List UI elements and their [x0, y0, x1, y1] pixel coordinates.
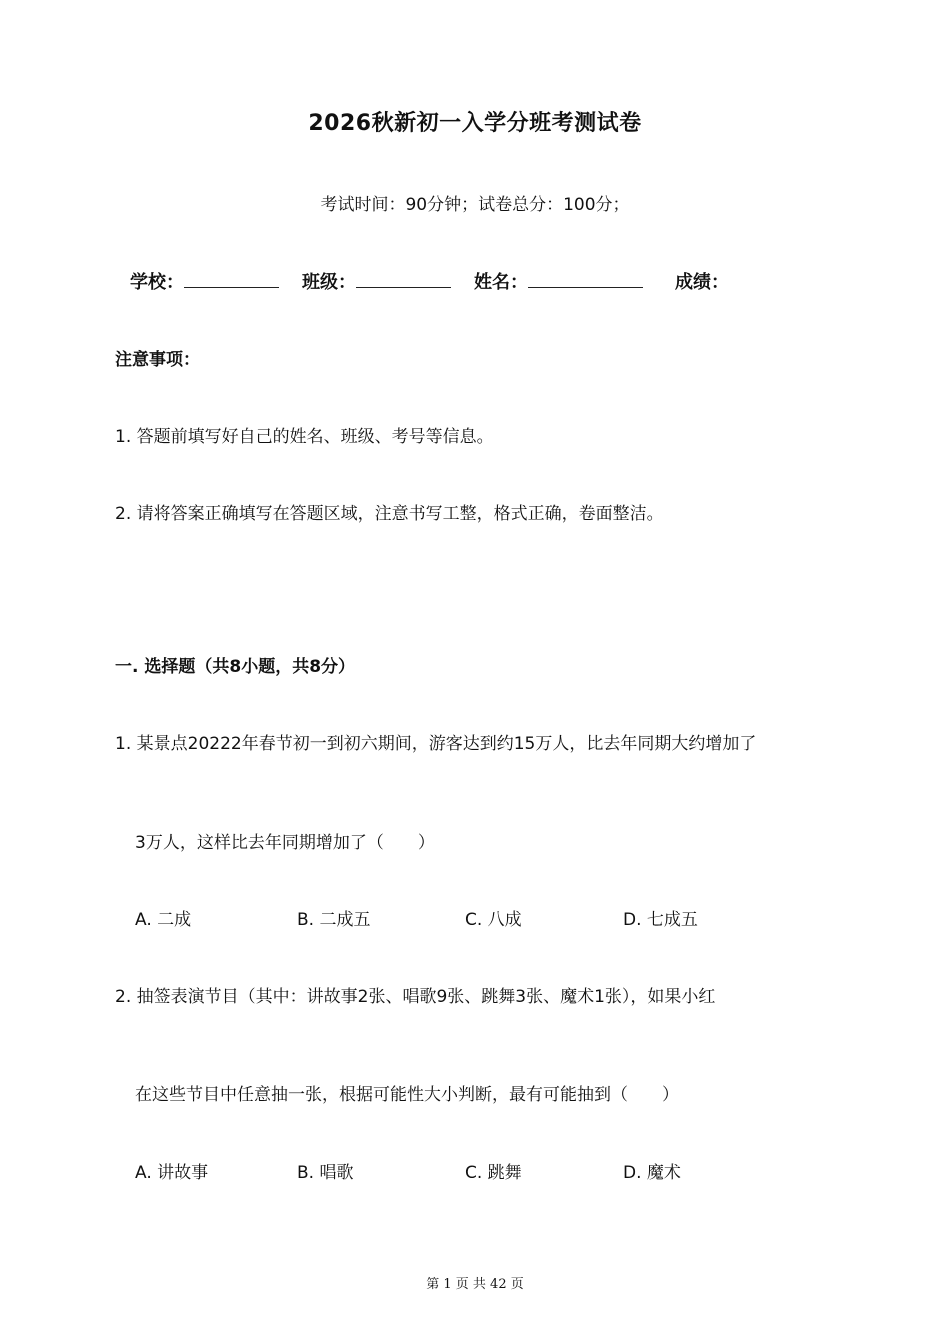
school-blank[interactable] — [184, 269, 279, 288]
notice-item: 1. 答题前填写好自己的姓名、班级、考号等信息。 — [115, 427, 494, 447]
school-field — [130, 268, 279, 294]
class-field — [302, 268, 451, 294]
question-1-option-d[interactable]: D. 七成五 — [623, 910, 698, 930]
question-2-option-b[interactable]: B. 唱歌 — [297, 1163, 354, 1183]
page-number: 第 1 页 共 42 页 — [426, 1277, 524, 1292]
question-2-line-2: 在这些节目中任意抽一张，根据可能性大小判断，最有可能抽到（ ） — [135, 1085, 679, 1105]
question-2-option-a[interactable]: A. 讲故事 — [135, 1163, 209, 1183]
question-1-line-2: 3万人，这样比去年同期增加了（ ） — [135, 833, 435, 853]
class-blank[interactable] — [356, 269, 451, 288]
notice-heading: 注意事项： — [115, 350, 200, 370]
score-label: 成绩： — [675, 272, 729, 293]
school-label: 学校： — [130, 272, 184, 293]
notice-item: 2. 请将答案正确填写在答题区域，注意书写工整，格式正确，卷面整洁。 — [115, 504, 664, 524]
class-label: 班级： — [302, 272, 356, 293]
section-heading: 一. 选择题（共8小题，共8分） — [115, 657, 356, 677]
question-1-option-c[interactable]: C. 八成 — [465, 910, 522, 930]
question-2-option-d[interactable]: D. 魔术 — [623, 1163, 681, 1183]
question-2-line-1: 2. 抽签表演节目（其中：讲故事2张、唱歌9张、跳舞3张、魔术1张），如果小红 — [115, 987, 716, 1007]
page-title: 2026秋新初一入学分班考测试卷 — [308, 111, 642, 136]
question-1-option-b[interactable]: B. 二成五 — [297, 910, 371, 930]
question-2-option-c[interactable]: C. 跳舞 — [465, 1163, 522, 1183]
name-label: 姓名： — [474, 272, 528, 293]
name-field — [474, 268, 643, 294]
question-1-line-1: 1. 某景点20222年春节初一到初六期间，游客达到约15万人，比去年同期大约增加了 — [115, 734, 757, 754]
question-1-option-a[interactable]: A. 二成 — [135, 910, 192, 930]
name-blank[interactable] — [528, 269, 643, 288]
score-field — [675, 268, 729, 294]
exam-info: 考试时间：90分钟；试卷总分：100分； — [320, 195, 630, 215]
